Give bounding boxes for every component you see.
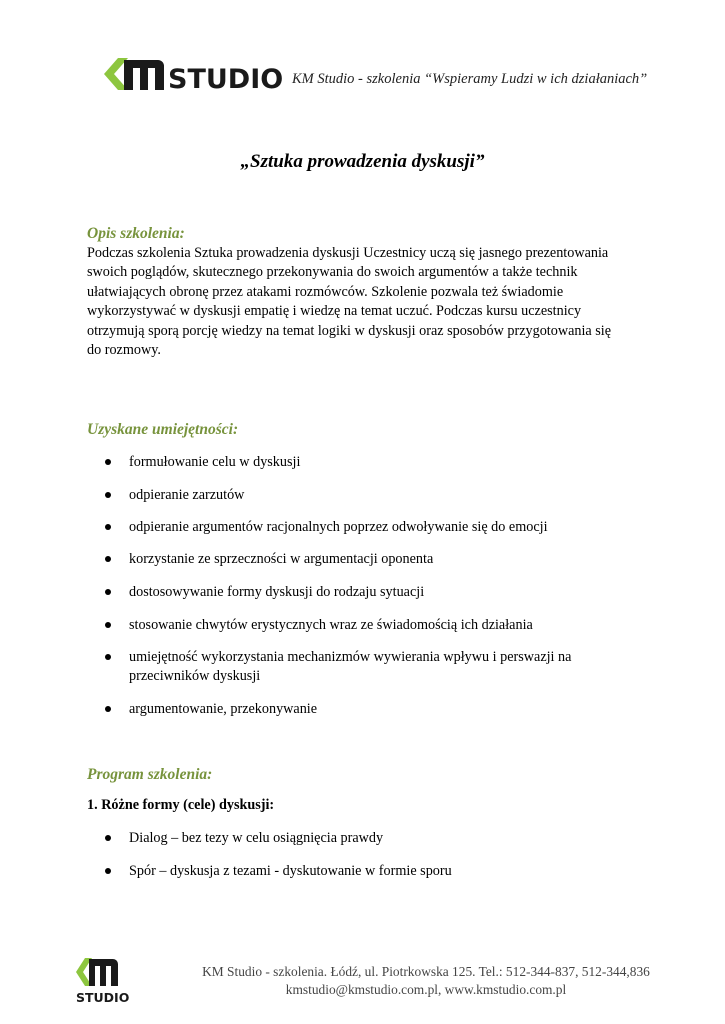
km-logo-icon [76,958,128,1004]
program-heading: Program szkolenia: [87,766,213,783]
description-paragraph [87,244,647,360]
footer-logo [76,958,128,1004]
description-line: swoich poglądów, skutecznego przekonywania do swoich argumentów a także technik [87,264,578,281]
bullet-icon [105,622,111,628]
description-heading: Opis szkolenia: [87,225,185,242]
bullet-icon [105,556,111,562]
bullet-icon [105,492,111,498]
bullet-icon [105,589,111,595]
bullet-icon [105,654,111,660]
description-line: wykorzystywać w dyskusji empatię i wiedzę na temat uczuć. Podczas kursu uczestnicy [87,303,582,320]
skills-heading: Uzyskane umiejętności: [87,421,239,438]
description-line: otrzymują sporą porcję wiedzy na temat logiki w dyskusji oraz sposobów przygotowania się [87,322,612,339]
km-logo-icon [104,58,284,95]
km-studio-logo [104,58,284,95]
bullet-icon [105,868,111,874]
bullet-icon [105,706,111,712]
footer-contact [150,963,702,999]
bullet-icon [105,524,111,530]
description-line: ułatwiających obronę przez atakami rozmówców. Szkolenie pozwala też świadomie [87,283,564,300]
svg-text:STUDIO: STUDIO [168,64,284,95]
header-tagline: KM Studio - szkolenia “Wspieramy Ludzi w ich działaniach” [292,71,648,87]
footer-address: KM Studio - szkolenia. Łódź, ul. Piotrkowska 125. Tel.: 512-344-837, 512-344,836 [202,964,650,979]
document-title: „Sztuka prowadzenia dyskusji” [240,151,485,172]
svg-text:STUDIO: STUDIO [76,990,130,1005]
description-line: Podczas szkolenia Sztuka prowadzenia dyskusji Uczestnicy uczą się jasnego prezentowania [87,245,609,261]
footer-email-web: kmstudio@kmstudio.com.pl, www.kmstudio.com.pl [285,982,567,997]
bullet-icon [105,459,111,465]
description-line: do rozmowy. [87,342,161,359]
program-subheading: 1. Różne formy (cele) dyskusji: [87,797,275,813]
bullet-icon [105,835,111,841]
